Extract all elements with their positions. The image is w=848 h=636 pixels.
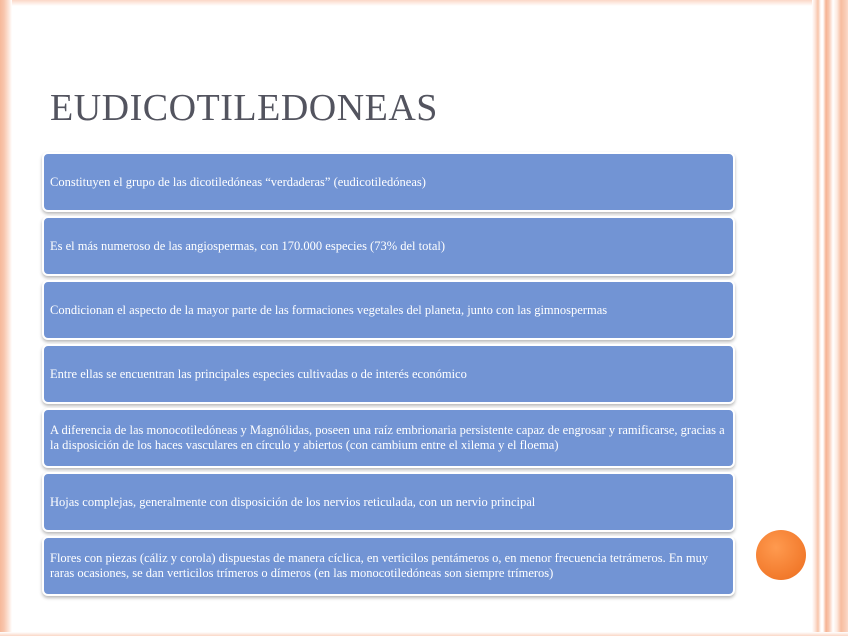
list-item [42,152,735,212]
bullet-list [42,152,735,600]
list-item-text: Condicionan el aspecto de la mayor parte de las formaciones vegetales del planeta, junto con las gimnospermas [50,302,608,317]
list-item [42,216,735,276]
list-item-text: Entre ellas se encuentran las principales especies cultivadas o de interés económico [50,366,467,381]
list-item [42,472,735,532]
slide-frame-left [0,0,12,636]
slide-frame-top [0,0,848,6]
list-item-text: Constituyen el grupo de las dicotiledóneas “verdaderas” (eudicotiledóneas) [50,174,426,189]
slide-frame-right [812,0,848,636]
list-item-text: Flores con piezas (cáliz y corola) dispuestas de manera cíclica, en verticilos pentámeros o, en menor frecuencia tetrámeros. En muy raras ocasiones, se dan verticilos trímeros o dímeros (en las monocotiledóneas son siempre trímeros) [50,551,709,580]
list-item [42,280,735,340]
list-item-text: Es el más numeroso de las angiospermas, con 170.000 especies (73% del total) [50,238,446,253]
list-item [42,344,735,404]
list-item-text: Hojas complejas, generalmente con disposición de los nervios reticulada, con un nervio principal [50,494,536,509]
list-item-text: A diferencia de las monocotiledóneas y Magnólidas, poseen una raíz embrionaria persistente capaz de engrosar y ramificarse, gracias a la disposición de los haces vasculares en círculo y abiertos (con cambium entre el xilema y el floema) [50,423,725,452]
orange-circle-decoration [756,530,806,580]
slide-title: EUDICOTILEDONEAS [50,87,438,129]
slide-frame-bottom [0,632,848,636]
list-item [42,536,735,596]
list-item [42,408,735,468]
